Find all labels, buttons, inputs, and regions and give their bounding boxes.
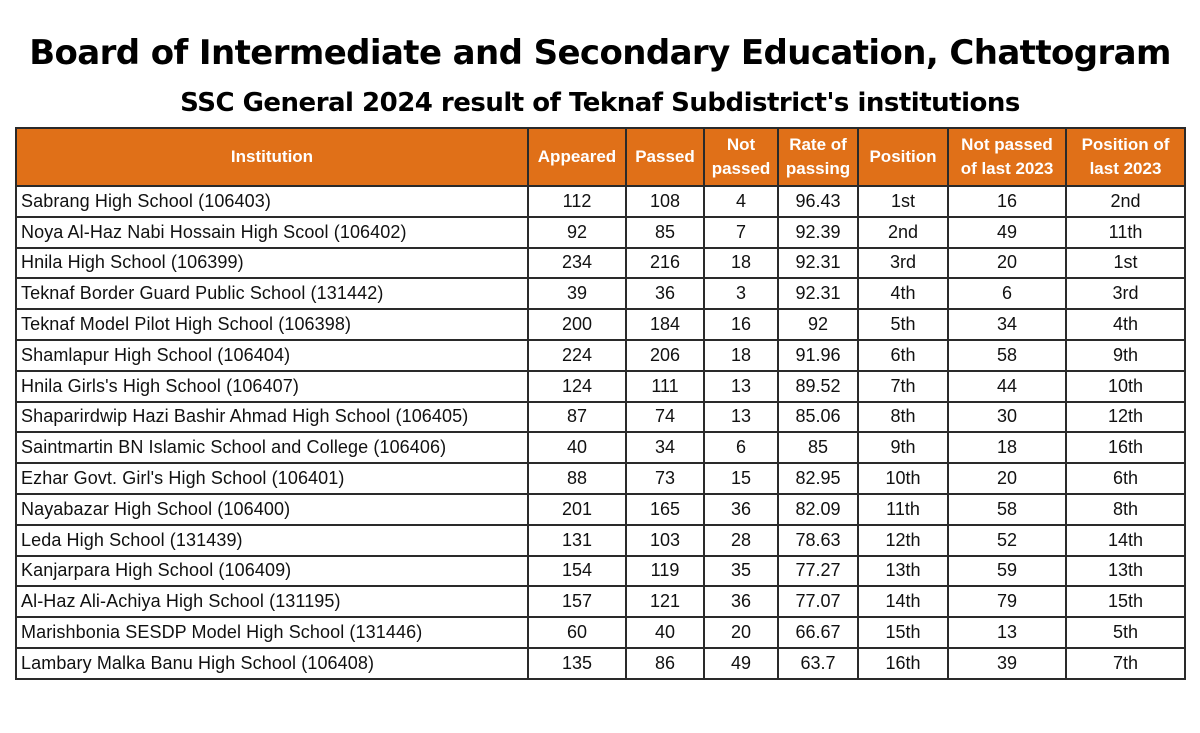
column-header-line: Passed [635,147,695,166]
table-row [16,402,1185,433]
not-passed-cell: 49 [704,648,778,679]
not-passed-cell: 28 [704,525,778,556]
passed-cell: 34 [626,432,704,463]
institution-cell: Teknaf Border Guard Public School (131442) [16,278,528,309]
rate-of-passing-cell: 85.06 [778,402,858,433]
table-row [16,186,1185,217]
column-header-position [858,128,948,186]
passed-cell: 40 [626,617,704,648]
not-passed-2023-cell: 58 [948,340,1066,371]
table-header [16,128,1185,186]
table-row [16,248,1185,279]
institution-cell: Leda High School (131439) [16,525,528,556]
position-cell: 4th [858,278,948,309]
column-header-line: Not passed [961,135,1053,154]
appeared-cell: 135 [528,648,626,679]
column-header-line: of last 2023 [960,159,1054,178]
institution-cell: Teknaf Model Pilot High School (106398) [16,309,528,340]
position-cell: 1st [858,186,948,217]
column-header-passed [626,128,704,186]
not-passed-cell: 16 [704,309,778,340]
results-table [15,127,1186,680]
not-passed-cell: 36 [704,494,778,525]
passed-cell: 85 [626,217,704,248]
not-passed-2023-cell: 13 [948,617,1066,648]
table-row [16,309,1185,340]
not-passed-2023-cell: 39 [948,648,1066,679]
passed-cell: 86 [626,648,704,679]
column-header-not-passed-2023 [948,128,1066,186]
column-header-line: Appeared [537,147,617,166]
not-passed-cell: 18 [704,248,778,279]
not-passed-2023-cell: 52 [948,525,1066,556]
column-header-not-passed [704,128,778,186]
not-passed-2023-cell: 44 [948,371,1066,402]
passed-cell: 111 [626,371,704,402]
passed-cell: 184 [626,309,704,340]
institution-cell: Kanjarpara High School (106409) [16,556,528,587]
not-passed-cell: 6 [704,432,778,463]
passed-cell: 73 [626,463,704,494]
table-row [16,556,1185,587]
not-passed-2023-cell: 20 [948,248,1066,279]
institution-cell: Shamlapur High School (106404) [16,340,528,371]
rate-of-passing-cell: 82.95 [778,463,858,494]
table-row [16,463,1185,494]
institution-cell: Hnila Girls's High School (106407) [16,371,528,402]
not-passed-2023-cell: 30 [948,402,1066,433]
position-2023-cell: 16th [1066,432,1185,463]
position-cell: 12th [858,525,948,556]
not-passed-2023-cell: 20 [948,463,1066,494]
position-cell: 7th [858,371,948,402]
table-row [16,340,1185,371]
rate-of-passing-cell: 92 [778,309,858,340]
table-row [16,494,1185,525]
rate-of-passing-cell: 78.63 [778,525,858,556]
rate-of-passing-cell: 63.7 [778,648,858,679]
table-row [16,278,1185,309]
position-2023-cell: 9th [1066,340,1185,371]
table-row [16,217,1185,248]
institution-cell: Hnila High School (106399) [16,248,528,279]
appeared-cell: 124 [528,371,626,402]
rate-of-passing-cell: 77.07 [778,586,858,617]
institution-cell: Lambary Malka Banu High School (106408) [16,648,528,679]
appeared-cell: 157 [528,586,626,617]
position-2023-cell: 12th [1066,402,1185,433]
position-cell: 8th [858,402,948,433]
appeared-cell: 201 [528,494,626,525]
position-2023-cell: 2nd [1066,186,1185,217]
appeared-cell: 234 [528,248,626,279]
appeared-cell: 40 [528,432,626,463]
not-passed-2023-cell: 16 [948,186,1066,217]
position-cell: 15th [858,617,948,648]
not-passed-2023-cell: 79 [948,586,1066,617]
institution-cell: Ezhar Govt. Girl's High School (106401) [16,463,528,494]
position-2023-cell: 5th [1066,617,1185,648]
column-header-line: passed [711,159,771,178]
position-cell: 5th [858,309,948,340]
not-passed-cell: 36 [704,586,778,617]
appeared-cell: 88 [528,463,626,494]
position-2023-cell: 11th [1066,217,1185,248]
passed-cell: 121 [626,586,704,617]
position-2023-cell: 13th [1066,556,1185,587]
not-passed-2023-cell: 49 [948,217,1066,248]
column-header-line: passing [785,159,851,178]
position-2023-cell: 15th [1066,586,1185,617]
passed-cell: 108 [626,186,704,217]
column-header-appeared [528,128,626,186]
passed-cell: 119 [626,556,704,587]
passed-cell: 36 [626,278,704,309]
position-cell: 2nd [858,217,948,248]
passed-cell: 216 [626,248,704,279]
position-cell: 14th [858,586,948,617]
position-2023-cell: 4th [1066,309,1185,340]
institution-cell: Noya Al-Haz Nabi Hossain High Scool (106402) [16,217,528,248]
table-body [16,186,1185,679]
rate-of-passing-cell: 66.67 [778,617,858,648]
passed-cell: 74 [626,402,704,433]
position-cell: 10th [858,463,948,494]
appeared-cell: 60 [528,617,626,648]
passed-cell: 206 [626,340,704,371]
institution-cell: Al-Haz Ali-Achiya High School (131195) [16,586,528,617]
position-2023-cell: 8th [1066,494,1185,525]
institution-cell: Shaparirdwip Hazi Bashir Ahmad High School (106405) [16,402,528,433]
position-cell: 9th [858,432,948,463]
institution-cell: Marishbonia SESDP Model High School (131446) [16,617,528,648]
column-header-line: Rate of [789,135,847,154]
position-cell: 6th [858,340,948,371]
not-passed-cell: 20 [704,617,778,648]
column-header-position-2023 [1066,128,1185,186]
not-passed-cell: 13 [704,402,778,433]
appeared-cell: 131 [528,525,626,556]
position-cell: 3rd [858,248,948,279]
appeared-cell: 39 [528,278,626,309]
table-row [16,617,1185,648]
column-header-line: Position [869,147,937,166]
appeared-cell: 92 [528,217,626,248]
page-title: Board of Intermediate and Secondary Education, Chattogram [29,33,1171,73]
header-row [16,128,1185,186]
appeared-cell: 224 [528,340,626,371]
position-2023-cell: 1st [1066,248,1185,279]
appeared-cell: 87 [528,402,626,433]
table-row [16,432,1185,463]
institution-cell: Nayabazar High School (106400) [16,494,528,525]
rate-of-passing-cell: 92.39 [778,217,858,248]
column-header-line: Not [726,135,756,154]
not-passed-2023-cell: 18 [948,432,1066,463]
position-2023-cell: 14th [1066,525,1185,556]
passed-cell: 103 [626,525,704,556]
rate-of-passing-cell: 92.31 [778,278,858,309]
rate-of-passing-cell: 91.96 [778,340,858,371]
position-cell: 16th [858,648,948,679]
not-passed-2023-cell: 59 [948,556,1066,587]
not-passed-cell: 13 [704,371,778,402]
column-header-institution [16,128,528,186]
institution-cell: Sabrang High School (106403) [16,186,528,217]
position-2023-cell: 3rd [1066,278,1185,309]
table-row [16,586,1185,617]
not-passed-cell: 3 [704,278,778,309]
not-passed-cell: 18 [704,340,778,371]
rate-of-passing-cell: 96.43 [778,186,858,217]
column-header-line: Position of [1081,135,1170,154]
not-passed-cell: 4 [704,186,778,217]
position-2023-cell: 10th [1066,371,1185,402]
not-passed-cell: 7 [704,217,778,248]
position-cell: 13th [858,556,948,587]
rate-of-passing-cell: 77.27 [778,556,858,587]
rate-of-passing-cell: 89.52 [778,371,858,402]
table-row [16,648,1185,679]
passed-cell: 165 [626,494,704,525]
rate-of-passing-cell: 82.09 [778,494,858,525]
appeared-cell: 154 [528,556,626,587]
column-header-line: last 2023 [1089,159,1162,178]
rate-of-passing-cell: 85 [778,432,858,463]
column-header-line: Institution [230,147,314,166]
not-passed-2023-cell: 58 [948,494,1066,525]
not-passed-2023-cell: 6 [948,278,1066,309]
not-passed-2023-cell: 34 [948,309,1066,340]
institution-cell: Saintmartin BN Islamic School and College (106406) [16,432,528,463]
position-2023-cell: 7th [1066,648,1185,679]
position-2023-cell: 6th [1066,463,1185,494]
table-row [16,371,1185,402]
column-header-rate-of-passing [778,128,858,186]
appeared-cell: 112 [528,186,626,217]
not-passed-cell: 35 [704,556,778,587]
table-row [16,525,1185,556]
not-passed-cell: 15 [704,463,778,494]
position-cell: 11th [858,494,948,525]
appeared-cell: 200 [528,309,626,340]
page-subtitle: SSC General 2024 result of Teknaf Subdistrict's institutions [180,88,1020,118]
rate-of-passing-cell: 92.31 [778,248,858,279]
